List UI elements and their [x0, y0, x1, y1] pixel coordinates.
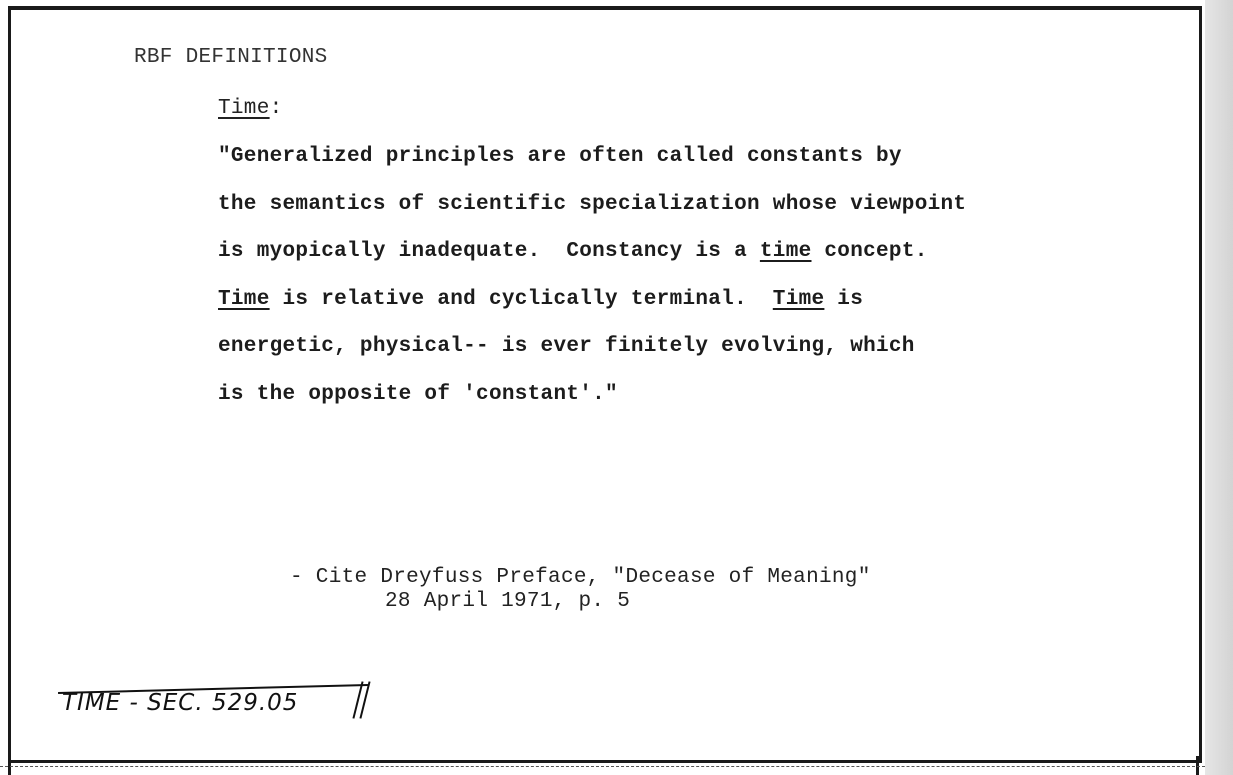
- definition-term: [218, 97, 283, 120]
- citation-date: 28 April 1971, p. 5: [385, 590, 631, 613]
- body-text: the semantics of scientific specialization whose viewpoint: [218, 192, 967, 216]
- underlined-word: time: [759, 240, 812, 263]
- body-text: is: [824, 287, 864, 311]
- term-word: Time: [218, 97, 270, 120]
- handwritten-section-tag: TIME - SEC. 529.05: [62, 690, 299, 716]
- body-text: is myopically inadequate. Constancy is a: [218, 240, 760, 263]
- body-line: [218, 335, 915, 358]
- body-line: [218, 145, 902, 168]
- body-line: [218, 193, 966, 216]
- citation-source: - Cite Dreyfuss Preface, "Decease of Meaning": [290, 566, 871, 589]
- body-text: is relative and cyclically terminal.: [269, 287, 773, 311]
- body-text: is the opposite of 'constant'.": [218, 382, 618, 406]
- body-text: "Generalized principles are often called constants by: [218, 145, 902, 168]
- body-line: [218, 240, 928, 263]
- next-card-edge: [0, 766, 1205, 768]
- body-text: concept.: [811, 240, 928, 263]
- body-line: [218, 288, 863, 311]
- document-heading: RBF DEFINITIONS: [134, 46, 328, 69]
- underlined-word: Time: [772, 287, 825, 311]
- body-text: energetic, physical-- is ever finitely evolving, which: [218, 335, 915, 358]
- underlined-word: Time: [218, 287, 270, 311]
- term-colon: :: [269, 97, 283, 120]
- body-line: [218, 383, 618, 406]
- scan-edge-shadow: [1205, 0, 1233, 775]
